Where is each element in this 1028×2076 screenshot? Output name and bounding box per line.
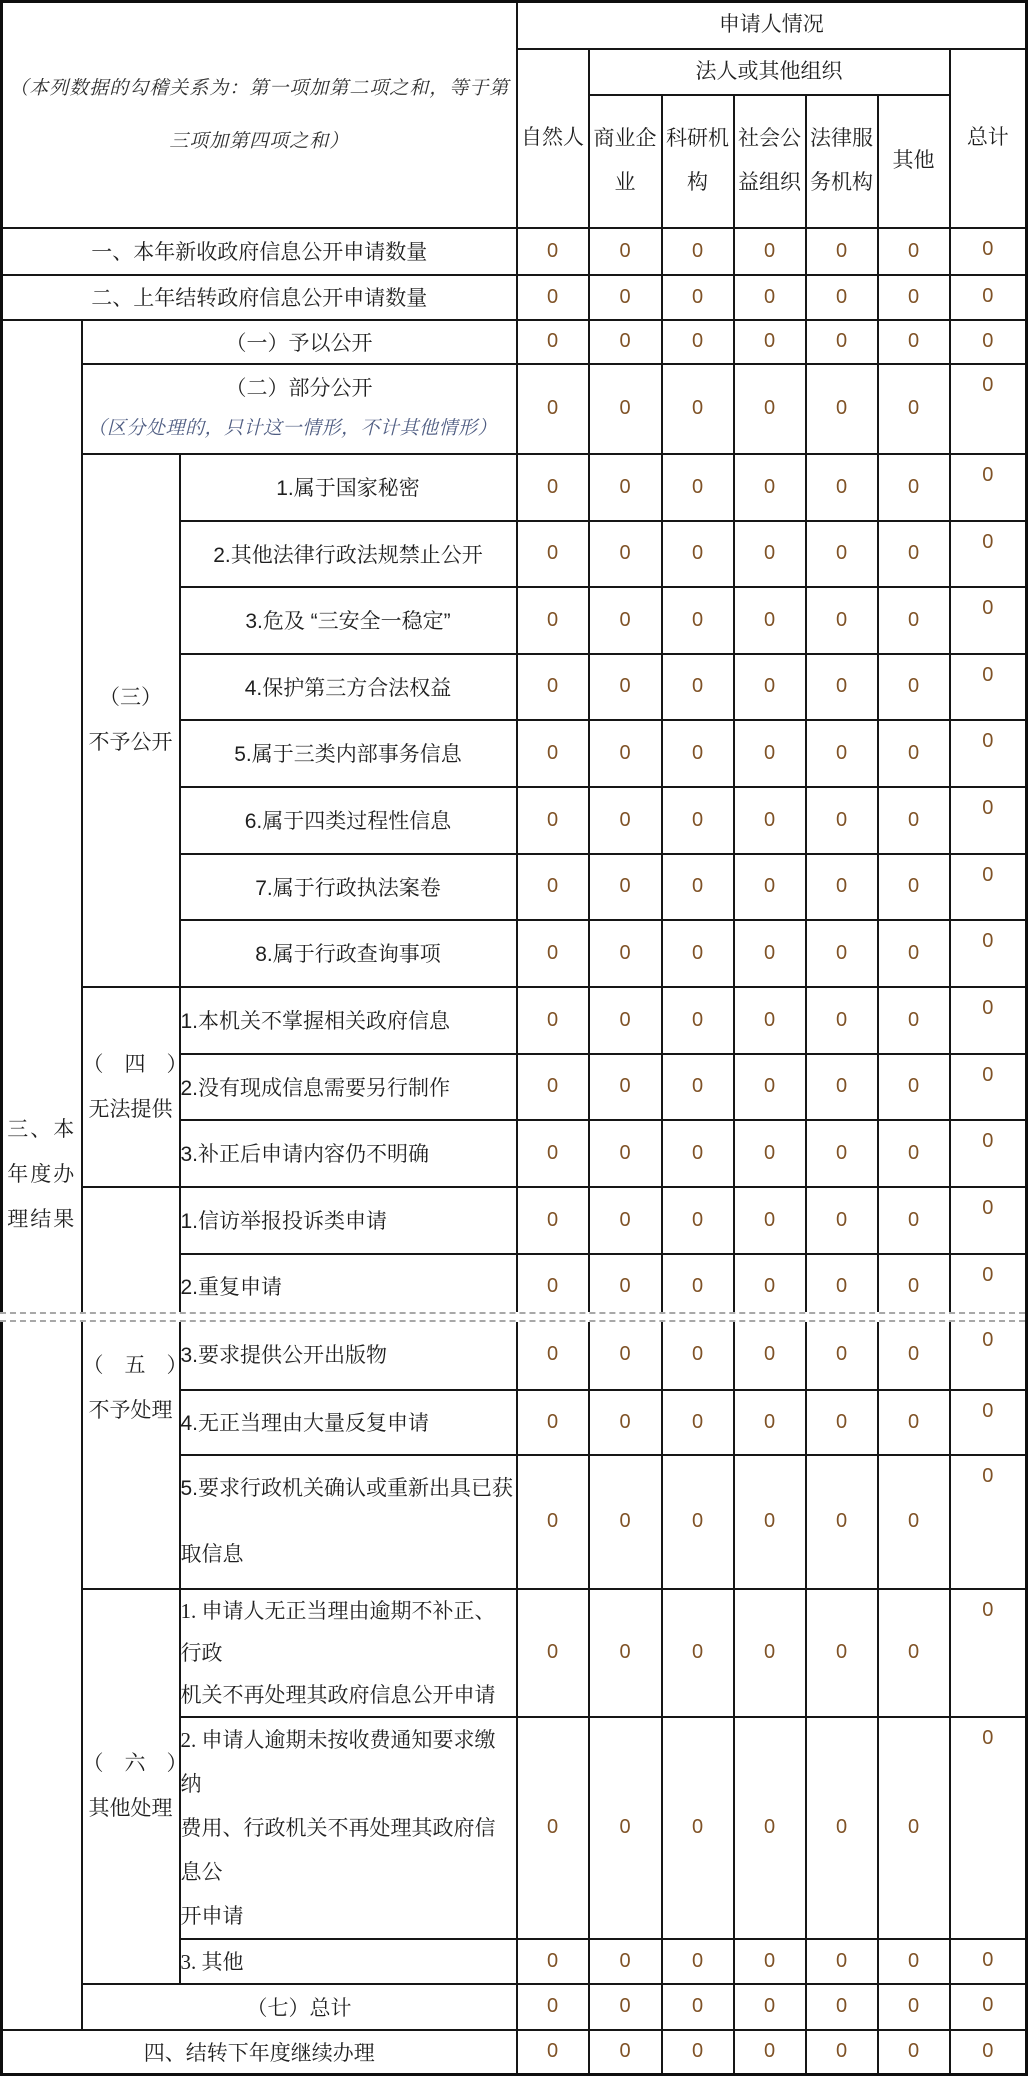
value-cell: 0 [589, 1187, 662, 1254]
note-line: （本列数据的勾稽关系为：第一项加第二项之和，等于第 [9, 77, 510, 99]
value-cell: 0 [878, 1390, 950, 1455]
value-cell: 0 [806, 228, 878, 275]
value-cell: 0 [589, 1054, 662, 1120]
value-cell: 0 [734, 2030, 806, 2075]
value-cell: 0 [806, 1939, 878, 1984]
row-label: 3. 其他 [180, 1939, 517, 1984]
row-label-line: 费用、行政机关不再处理其政府信息公 [180, 1815, 496, 1884]
value-cell: 0 [662, 320, 734, 364]
row-label: 3.补正后申请内容仍不明确 [180, 1120, 517, 1187]
value-cell: 0 [517, 987, 589, 1054]
value-cell: 0 [517, 1120, 589, 1187]
table-row [2, 364, 1027, 454]
value-cell: 0 [950, 320, 1027, 364]
value-cell: 0 [517, 654, 589, 720]
section-label-annual-results [2, 320, 82, 2030]
group-line: （ 四 ） [82, 1052, 188, 1076]
value-cell: 0 [517, 454, 589, 521]
value-cell: 0 [589, 987, 662, 1054]
value-cell: 0 [734, 320, 806, 364]
value-cell: 0 [950, 920, 1027, 987]
value-cell: 0 [806, 1984, 878, 2030]
value-cell: 0 [662, 1589, 734, 1717]
value-cell: 0 [662, 2030, 734, 2075]
value-cell: 0 [589, 521, 662, 587]
value-cell: 0 [662, 587, 734, 654]
value-cell: 0 [734, 228, 806, 275]
value-cell: 0 [734, 1589, 806, 1717]
value-cell: 0 [662, 1054, 734, 1120]
value-cell: 0 [806, 454, 878, 521]
value-cell: 0 [878, 2030, 950, 2075]
value-cell: 0 [517, 1717, 589, 1939]
value-cell: 0 [589, 1319, 662, 1390]
value-cell: 0 [950, 654, 1027, 720]
value-cell: 0 [878, 320, 950, 364]
value-cell: 0 [878, 364, 950, 454]
value-cell: 0 [589, 364, 662, 454]
value-cell: 0 [950, 1054, 1027, 1120]
value-cell: 0 [950, 228, 1027, 275]
value-cell: 0 [806, 1589, 878, 1717]
value-cell: 0 [734, 364, 806, 454]
table-row [2, 2030, 1027, 2075]
value-cell: 0 [662, 1120, 734, 1187]
table-row [2, 2, 1027, 49]
value-cell: 0 [662, 1254, 734, 1319]
value-cell: 0 [734, 1319, 806, 1390]
note-line: 三项加第四项之和） [169, 130, 350, 152]
value-cell: 0 [950, 854, 1027, 920]
row-label: 二、上年结转政府信息公开申请数量 [2, 275, 517, 320]
value-cell: 0 [950, 787, 1027, 854]
value-cell: 0 [950, 1939, 1027, 1984]
value-cell: 0 [662, 920, 734, 987]
value-cell: 0 [734, 1187, 806, 1254]
value-cell: 0 [950, 1319, 1027, 1390]
row-label: 8.属于行政查询事项 [180, 920, 517, 987]
value-cell: 0 [806, 1120, 878, 1187]
row-label: 3.危及 “三安全一稳定” [180, 587, 517, 654]
value-cell: 0 [878, 654, 950, 720]
value-cell: 0 [662, 1984, 734, 2030]
value-cell: 0 [589, 654, 662, 720]
value-cell: 0 [878, 1254, 950, 1319]
value-cell: 0 [806, 364, 878, 454]
group-line: 不予公开 [88, 731, 173, 754]
value-cell: 0 [950, 275, 1027, 320]
value-cell: 0 [517, 320, 589, 364]
value-cell: 0 [589, 1589, 662, 1717]
value-cell: 0 [589, 1390, 662, 1455]
value-cell: 0 [517, 1319, 589, 1390]
value-cell: 0 [806, 2030, 878, 2075]
group-line: 其他处理 [88, 1797, 173, 1820]
value-cell: 0 [589, 920, 662, 987]
row-label: 4.无正当理由大量反复申请 [180, 1390, 517, 1455]
value-cell: 0 [734, 587, 806, 654]
col-header-legal-service: 法律服务机构 [806, 95, 878, 228]
value-cell: 0 [734, 1054, 806, 1120]
value-cell: 0 [950, 987, 1027, 1054]
value-cell: 0 [662, 720, 734, 787]
value-cell: 0 [734, 987, 806, 1054]
row-label: 3.要求提供公开出版物 [180, 1319, 517, 1390]
value-cell: 0 [806, 854, 878, 920]
table-row [2, 1187, 1027, 1254]
value-cell: 0 [517, 2030, 589, 2075]
value-cell: 0 [662, 228, 734, 275]
value-cell: 0 [878, 1120, 950, 1187]
row-label-line: 2. 申请人逾期未按收费通知要求缴纳 [180, 1727, 496, 1796]
value-cell: 0 [589, 787, 662, 854]
group-label-unable-to-provide [82, 987, 188, 1187]
value-cell: 0 [734, 787, 806, 854]
value-cell: 0 [517, 1589, 589, 1717]
value-cell: 0 [589, 454, 662, 521]
col-header-natural-person: 自然人 [517, 49, 589, 228]
value-cell: 0 [878, 1054, 950, 1120]
value-cell: 0 [589, 1455, 662, 1589]
row-label: 5.属于三类内部事务信息 [180, 720, 517, 787]
row-label: 一、本年新收政府信息公开申请数量 [2, 228, 517, 275]
value-cell: 0 [734, 920, 806, 987]
value-cell: 0 [517, 275, 589, 320]
value-cell: 0 [950, 1455, 1027, 1589]
row-label-line: 1. 申请人无正当理由逾期不补正、行政 [180, 1598, 496, 1665]
value-cell: 0 [517, 1254, 589, 1319]
value-cell: 0 [878, 1187, 950, 1254]
value-cell: 0 [589, 1120, 662, 1187]
value-cell: 0 [806, 1319, 878, 1390]
value-cell: 0 [806, 275, 878, 320]
table-row [2, 1984, 1027, 2030]
value-cell: 0 [878, 720, 950, 787]
value-cell: 0 [589, 1717, 662, 1939]
row-label: 6.属于四类过程性信息 [180, 787, 517, 854]
value-cell: 0 [950, 364, 1027, 454]
value-cell: 0 [878, 1319, 950, 1390]
value-cell: 0 [734, 654, 806, 720]
section-line: 三、本 [7, 1118, 77, 1141]
row-label-line: 开申请 [180, 1903, 244, 1928]
row-label: 四、结转下年度继续办理 [2, 2030, 517, 2075]
value-cell: 0 [662, 654, 734, 720]
value-cell: 0 [734, 1455, 806, 1589]
value-cell: 0 [662, 1390, 734, 1455]
value-cell: 0 [517, 854, 589, 920]
group-label-not-disclosed [82, 454, 180, 987]
value-cell: 0 [734, 720, 806, 787]
value-cell: 0 [806, 720, 878, 787]
row-label: 4.保护第三方合法权益 [180, 654, 517, 720]
value-cell: 0 [806, 920, 878, 987]
reconciliation-note [2, 2, 517, 228]
group-line: 不予处理 [88, 1398, 173, 1422]
value-cell: 0 [878, 454, 950, 521]
value-cell: 0 [662, 1319, 734, 1390]
col-header-commercial: 商业企业 [589, 95, 662, 228]
row-sub-note: （区分处理的，只计这一情形，不计其他情形） [87, 417, 498, 439]
value-cell: 0 [589, 275, 662, 320]
value-cell: 0 [950, 1120, 1027, 1187]
value-cell: 0 [734, 1717, 806, 1939]
value-cell: 0 [806, 654, 878, 720]
value-cell: 0 [517, 1390, 589, 1455]
value-cell: 0 [878, 1455, 950, 1589]
value-cell: 0 [589, 1254, 662, 1319]
table-row [2, 228, 1027, 275]
value-cell: 0 [878, 1589, 950, 1717]
col-header-other: 其他 [878, 95, 950, 228]
group-line: （ 五 ） [82, 1353, 188, 1377]
row-label: 7.属于行政执法案卷 [180, 854, 517, 920]
group-label-other-processing [82, 1589, 188, 1984]
value-cell: 0 [878, 228, 950, 275]
value-cell: 0 [662, 787, 734, 854]
value-cell: 0 [662, 1939, 734, 1984]
col-header-social-welfare: 社会公益组织 [734, 95, 806, 228]
table-row [2, 987, 1027, 1054]
value-cell: 0 [589, 1939, 662, 1984]
section-line: 理结果 [7, 1208, 77, 1231]
row-label-line: 取信息 [180, 1542, 244, 1566]
value-cell: 0 [589, 854, 662, 920]
value-cell: 0 [950, 1717, 1027, 1939]
value-cell: 0 [950, 1254, 1027, 1319]
value-cell: 0 [517, 720, 589, 787]
value-cell: 0 [950, 521, 1027, 587]
row-label: 2.没有现成信息需要另行制作 [180, 1054, 517, 1120]
value-cell: 0 [806, 320, 878, 364]
row-label: （一）予以公开 [82, 320, 517, 364]
value-cell: 0 [517, 1054, 589, 1120]
table-row [2, 320, 1027, 364]
value-cell: 0 [878, 787, 950, 854]
value-cell: 0 [734, 454, 806, 521]
value-cell: 0 [806, 787, 878, 854]
value-cell: 0 [950, 720, 1027, 787]
page-break-dashes [0, 1312, 1025, 1322]
group-line: （三） [99, 686, 162, 709]
row-label-overdue-no-correction [180, 1589, 517, 1717]
value-cell: 0 [662, 1187, 734, 1254]
value-cell: 0 [878, 987, 950, 1054]
value-cell: 0 [589, 228, 662, 275]
value-cell: 0 [662, 1717, 734, 1939]
value-cell: 0 [878, 275, 950, 320]
value-cell: 0 [517, 228, 589, 275]
value-cell: 0 [806, 1054, 878, 1120]
value-cell: 0 [878, 587, 950, 654]
value-cell: 0 [878, 1984, 950, 2030]
row-label: 2.重复申请 [180, 1254, 517, 1319]
col-header-applicant-status: 申请人情况 [517, 2, 1027, 49]
value-cell: 0 [662, 1455, 734, 1589]
row-label: （二）部分公开 [225, 376, 373, 400]
row-label-confirm-reissue [180, 1455, 517, 1589]
value-cell: 0 [806, 521, 878, 587]
value-cell: 0 [950, 1984, 1027, 2030]
value-cell: 0 [734, 1120, 806, 1187]
value-cell: 0 [806, 1390, 878, 1455]
value-cell: 0 [806, 1187, 878, 1254]
col-header-total: 总计 [950, 49, 1027, 228]
value-cell: 0 [950, 1187, 1027, 1254]
value-cell: 0 [806, 1717, 878, 1939]
value-cell: 0 [878, 1939, 950, 1984]
value-cell: 0 [950, 1589, 1027, 1717]
value-cell: 0 [517, 364, 589, 454]
row-label-overdue-no-payment [180, 1717, 517, 1939]
value-cell: 0 [878, 1717, 950, 1939]
value-cell: 0 [517, 521, 589, 587]
group-line: 无法提供 [88, 1097, 173, 1121]
value-cell: 0 [950, 587, 1027, 654]
value-cell: 0 [806, 1455, 878, 1589]
value-cell: 0 [806, 587, 878, 654]
row-label: （七）总计 [82, 1984, 517, 2030]
value-cell: 0 [662, 854, 734, 920]
value-cell: 0 [950, 2030, 1027, 2075]
value-cell: 0 [517, 1455, 589, 1589]
value-cell: 0 [517, 1187, 589, 1254]
value-cell: 0 [662, 454, 734, 521]
row-label: 1.属于国家秘密 [180, 454, 517, 521]
value-cell: 0 [589, 587, 662, 654]
value-cell: 0 [589, 720, 662, 787]
row-label-line: 机关不再处理其政府信息公开申请 [180, 1682, 496, 1707]
value-cell: 0 [878, 920, 950, 987]
value-cell: 0 [950, 454, 1027, 521]
row-label-partial-disclosure [82, 364, 517, 454]
col-header-legal-org-group: 法人或其他组织 [589, 49, 950, 95]
value-cell: 0 [589, 2030, 662, 2075]
value-cell: 0 [734, 1390, 806, 1455]
value-cell: 0 [806, 1254, 878, 1319]
value-cell: 0 [589, 1984, 662, 2030]
value-cell: 0 [589, 320, 662, 364]
value-cell: 0 [662, 987, 734, 1054]
value-cell: 0 [734, 854, 806, 920]
row-label-line: 5.要求行政机关确认或重新出具已获 [180, 1476, 514, 1500]
value-cell: 0 [517, 1939, 589, 1984]
value-cell: 0 [662, 521, 734, 587]
value-cell: 0 [517, 587, 589, 654]
table-row [2, 454, 1027, 521]
value-cell: 0 [878, 521, 950, 587]
row-label: 1.本机关不掌握相关政府信息 [180, 987, 517, 1054]
value-cell: 0 [734, 1254, 806, 1319]
value-cell: 0 [734, 1984, 806, 2030]
section-line: 年度办 [7, 1163, 77, 1186]
value-cell: 0 [734, 521, 806, 587]
value-cell: 0 [517, 920, 589, 987]
group-line: （ 六 ） [82, 1752, 188, 1775]
group-label-not-processed [82, 1187, 188, 1589]
value-cell: 0 [517, 1984, 589, 2030]
row-label: 1.信访举报投诉类申请 [180, 1187, 517, 1254]
col-header-research: 科研机构 [662, 95, 734, 228]
value-cell: 0 [517, 787, 589, 854]
value-cell: 0 [734, 275, 806, 320]
value-cell: 0 [662, 364, 734, 454]
value-cell: 0 [950, 1390, 1027, 1455]
value-cell: 0 [662, 275, 734, 320]
table-row [2, 1589, 1027, 1717]
table-row [2, 275, 1027, 320]
row-label: 2.其他法律行政法规禁止公开 [180, 521, 517, 587]
value-cell: 0 [878, 854, 950, 920]
value-cell: 0 [734, 1939, 806, 1984]
value-cell: 0 [806, 987, 878, 1054]
